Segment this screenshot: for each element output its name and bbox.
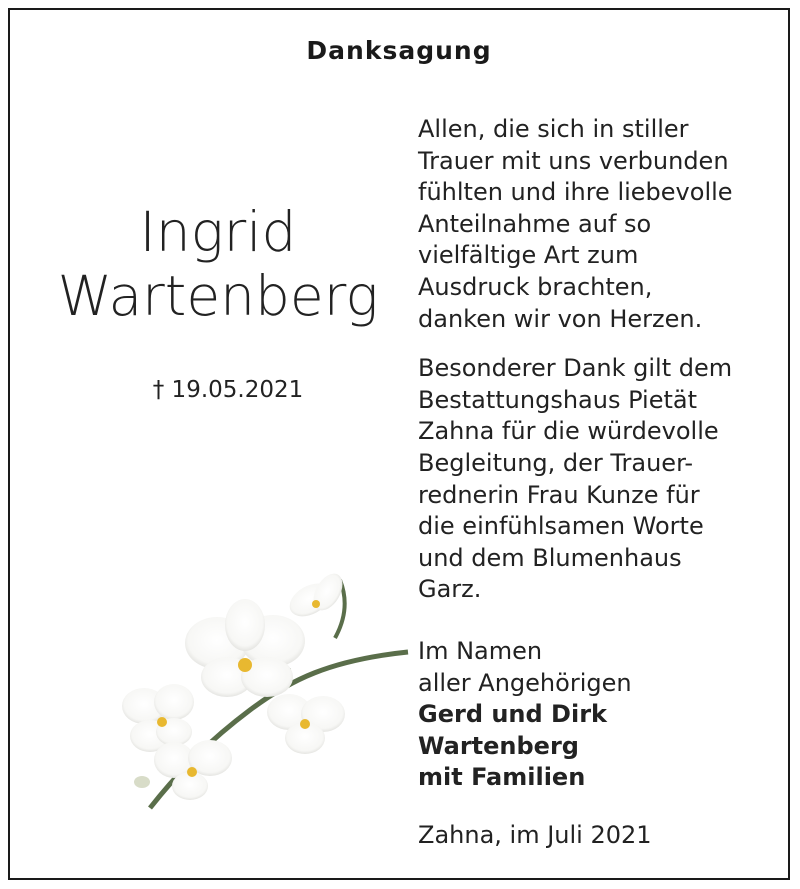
- place-date-text: Zahna, im Juli 2021: [418, 820, 652, 849]
- signer-line: mit Familien: [418, 763, 586, 792]
- notice-text-column: [418, 114, 798, 851]
- text-line: Zahna für die würdevolle: [418, 417, 719, 446]
- text-line: rednerin Frau Kunze für: [418, 480, 700, 509]
- text-line: Ausdruck brachten,: [418, 272, 653, 301]
- obituary-notice: [8, 8, 790, 880]
- text-line: danken wir von Herzen.: [418, 304, 703, 333]
- signer-line: Wartenberg: [418, 731, 579, 760]
- text-line: Garz.: [418, 575, 482, 604]
- text-line: Besonderer Dank gilt dem: [418, 354, 733, 383]
- text-line: Bestattungshaus Pietät: [418, 385, 697, 414]
- signers: [418, 699, 798, 794]
- text-line: Trauer mit uns verbunden: [418, 146, 729, 175]
- deceased-first-name: Ingrid: [139, 200, 297, 264]
- on-behalf-text: [418, 636, 798, 699]
- white-orchid-icon: [120, 570, 410, 815]
- notice-heading: Danksagung: [306, 36, 492, 65]
- text-line: Begleitung, der Trauer-: [418, 448, 694, 477]
- text-line: vielfältige Art zum: [418, 241, 639, 270]
- signer-line: Gerd und Dirk: [418, 700, 607, 729]
- place-date: [418, 820, 798, 852]
- text-line: Im Namen: [418, 636, 543, 665]
- death-date: † 19.05.2021: [152, 377, 304, 403]
- special-thanks-paragraph: [418, 353, 798, 606]
- deceased-name: [18, 200, 418, 328]
- text-line: Allen, die sich in stiller: [418, 115, 689, 143]
- text-line: die einfühlsamen Worte: [418, 512, 704, 541]
- text-line: fühlten und ihre liebevolle: [418, 178, 733, 207]
- text-line: und dem Blumenhaus: [418, 543, 682, 572]
- text-line: Anteilnahme auf so: [418, 209, 652, 238]
- text-line: aller Angehörigen: [418, 668, 632, 697]
- thanks-paragraph: [418, 114, 798, 335]
- deceased-last-name: Wartenberg: [57, 264, 379, 328]
